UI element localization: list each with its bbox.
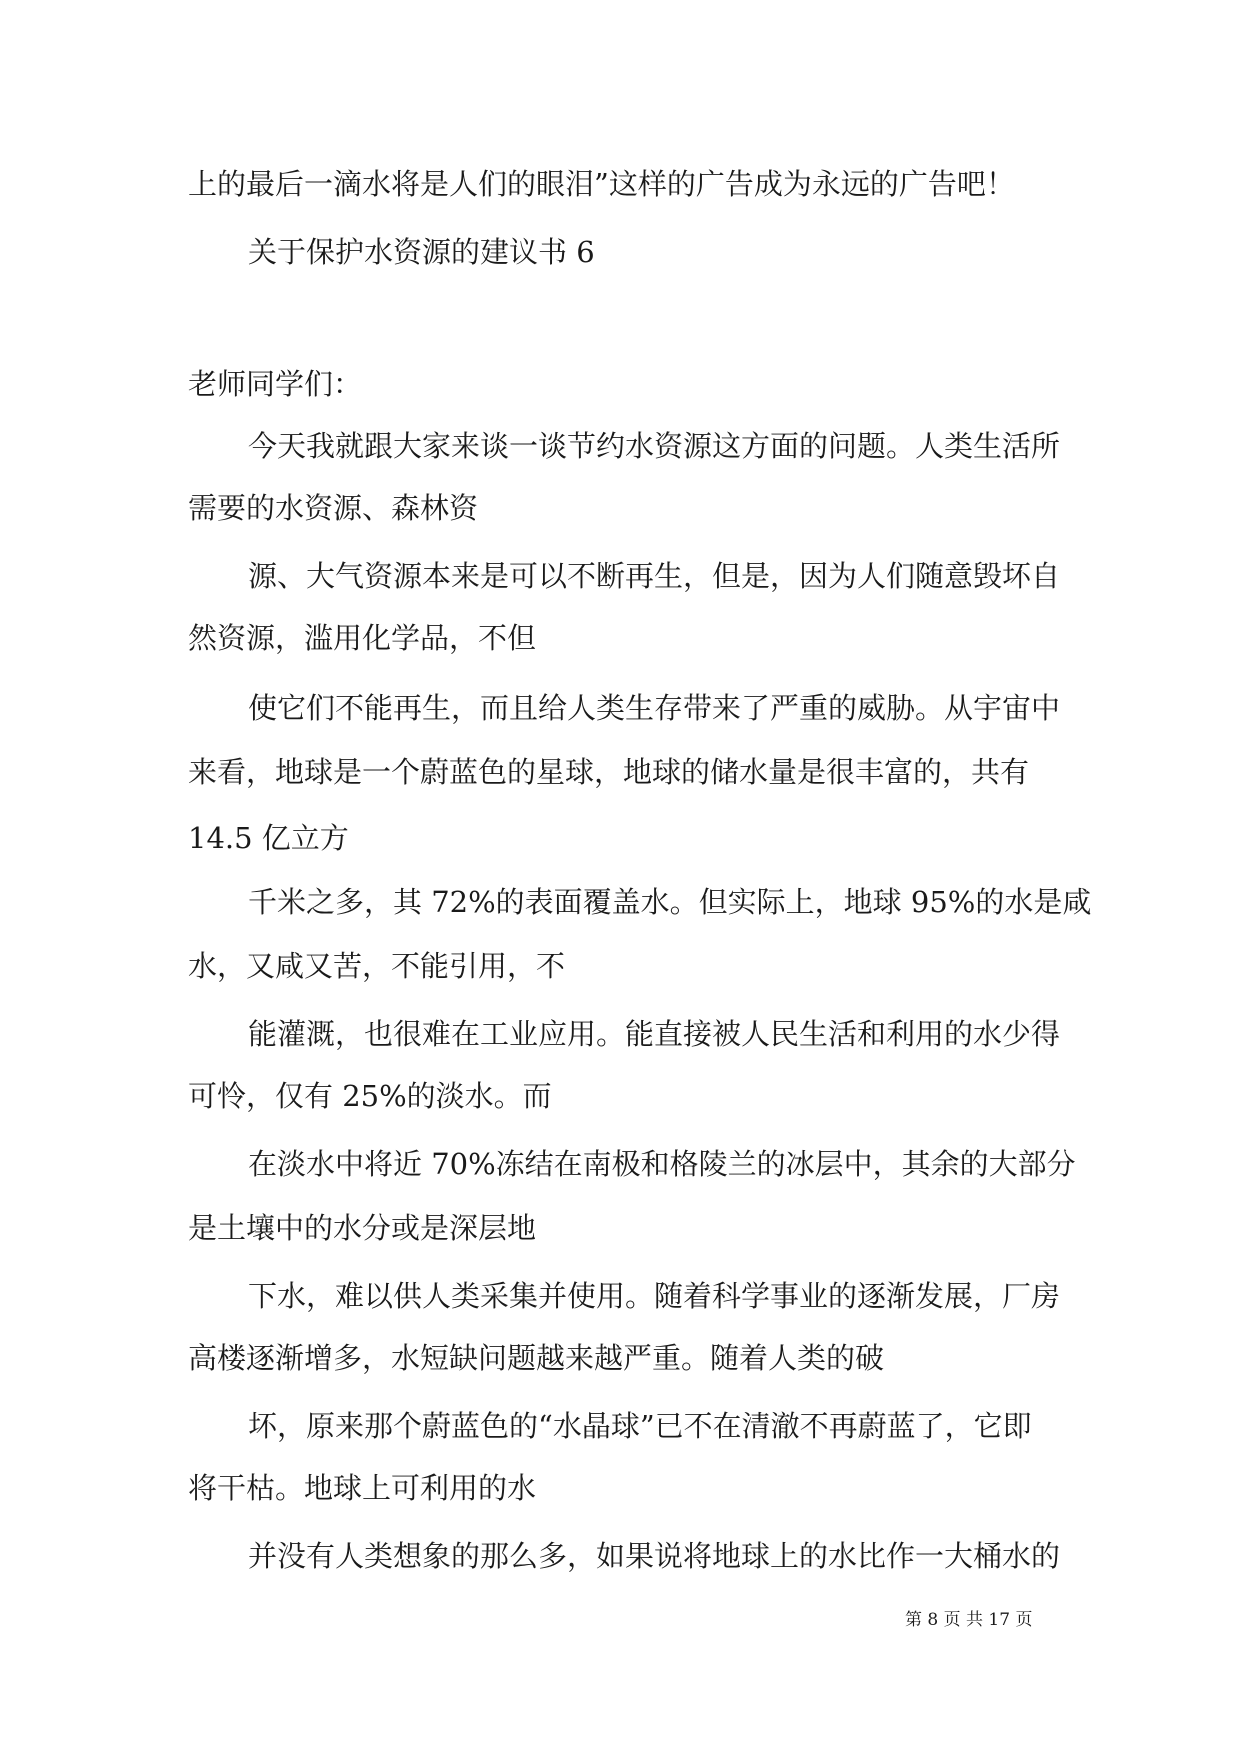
text-line: 然资源，滥用化学品，不但: [188, 621, 537, 655]
section-title: 关于保护水资源的建议书 6: [248, 235, 595, 269]
text-line: 水，又咸又苦，不能引用，不: [188, 949, 566, 983]
text-line: 需要的水资源、森林资: [188, 491, 479, 525]
text-line: 来看，地球是一个蔚蓝色的星球，地球的储水量是很丰富的，共有: [188, 755, 1030, 789]
text-line: 今天我就跟大家来谈一谈节约水资源这方面的问题。人类生活所: [248, 429, 1061, 463]
text-line: 千米之多，其 72%的表面覆盖水。但实际上，地球 95%的水是咸: [248, 885, 1092, 919]
text-line: 是土壤中的水分或是深层地: [188, 1211, 537, 1245]
text-line: 下水，难以供人类采集并使用。随着科学事业的逐渐发展，厂房: [248, 1279, 1061, 1313]
text-line: 在淡水中将近 70%冻结在南极和格陵兰的冰层中，其余的大部分: [248, 1147, 1076, 1181]
text-line: 高楼逐渐增多，水短缺问题越来越严重。随着人类的破: [188, 1341, 885, 1375]
text-line: 坏，原来那个蔚蓝色的“水晶球”已不在清澈不再蔚蓝了，它即: [248, 1409, 1032, 1443]
text-line: 使它们不能再生，而且给人类生存带来了严重的威胁。从宇宙中: [248, 691, 1061, 725]
page-number: 第 8 页 共 17 页: [905, 1610, 1033, 1630]
text-line: 上的最后一滴水将是人们的眼泪”这样的广告成为永远的广告吧！: [188, 167, 1015, 201]
text-line: 源、大气资源本来是可以不断再生，但是，因为人们随意毁坏自: [248, 559, 1061, 593]
text-line: 并没有人类想象的那么多，如果说将地球上的水比作一大桶水的: [248, 1539, 1061, 1573]
text-line: 14.5 亿立方: [188, 821, 349, 855]
text-line: 能灌溉，也很难在工业应用。能直接被人民生活和利用的水少得: [248, 1017, 1061, 1051]
salutation: 老师同学们：: [188, 367, 363, 401]
text-line: 可怜，仅有 25%的淡水。而: [188, 1079, 552, 1113]
text-line: 将干枯。地球上可利用的水: [188, 1471, 537, 1505]
